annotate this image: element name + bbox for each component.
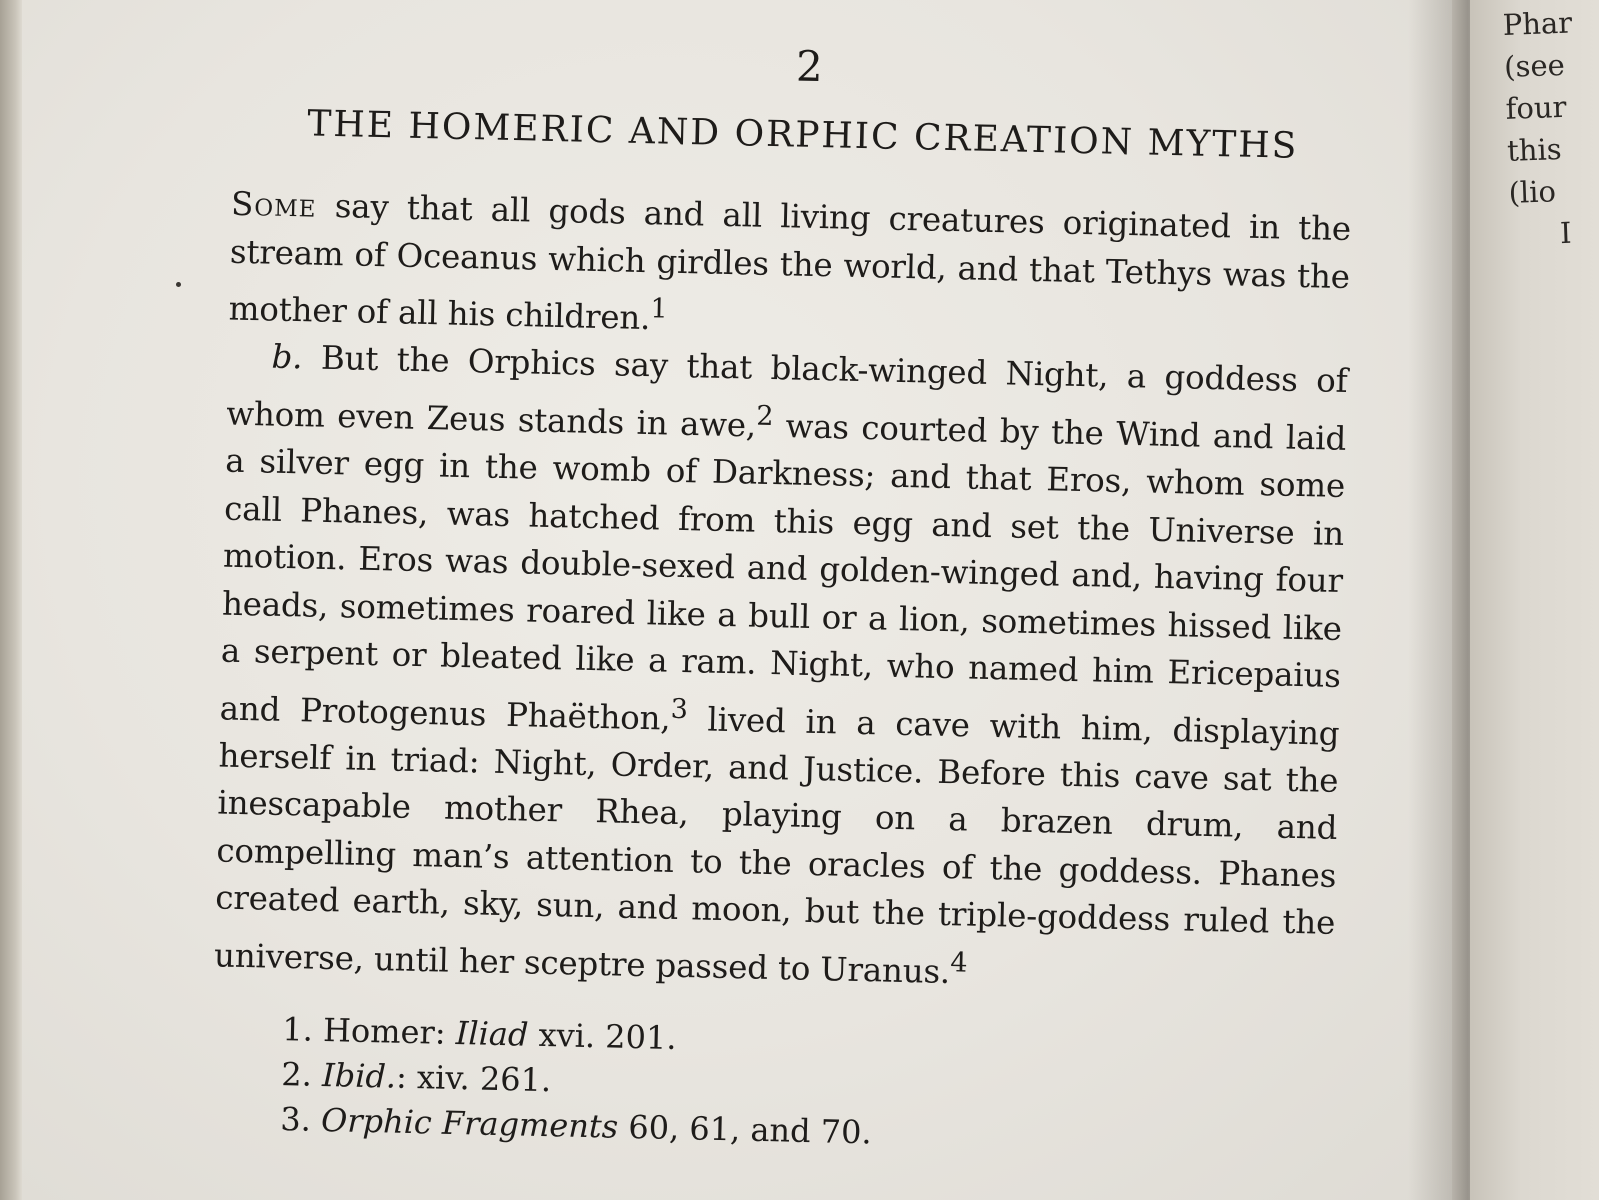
footnote-title: Iliad — [455, 1014, 529, 1054]
paragraph-b-text-2: was courted by the Wind and laid a silver egg in the womb of Darkness; and that Eros, whom some call Phanes, was hatched from this egg and set the Universe in motion. Eros was double-sexed and golden-winged and, having four heads, sometimes roared like a bull or a lion, sometimes hissed like a serpent or bleated like a ram. Night, who named him Ericepaius and Protogenus Phaëthon, — [219, 406, 1347, 738]
paragraph-a-text: say that all gods and all living creatures originated in the stream of Oceanus which girdles the world, and that Tethys was the mother of all his children. — [228, 186, 1352, 338]
paragraph-a — [228, 181, 1351, 359]
facing-page-text — [1502, 0, 1599, 256]
paragraph-lead-word: Some — [230, 184, 318, 225]
footnote-text: 60, 61, and 70. — [617, 1108, 873, 1152]
body-text — [214, 181, 1352, 1006]
chapter-title: THE HOMERIC AND ORPHIC CREATION MYTHS — [306, 103, 1299, 167]
facing-line: Phar — [1502, 5, 1573, 42]
footnote-ref-2: 2 — [755, 400, 774, 432]
footnote-title: Ibid. — [321, 1056, 397, 1096]
page-speck — [176, 282, 181, 287]
page-edge-left — [0, 0, 22, 1200]
footnote-text: xvi. 201. — [528, 1015, 677, 1058]
footnote-number: 3. — [279, 1100, 312, 1140]
footnotes — [280, 1007, 1333, 1166]
footnote-ref-3: 3 — [670, 693, 689, 725]
facing-line: (see — [1503, 47, 1566, 84]
facing-line: (lio — [1508, 174, 1557, 210]
footnote-text: Homer: — [312, 1011, 457, 1053]
footnote-text: : xiv. 261. — [395, 1057, 552, 1100]
paragraph-b-text-1: But the Orphics say that black-winged Night, a goddess of whom even Zeus stands in awe, — [225, 338, 1348, 445]
chapter-number: 2 — [795, 41, 824, 92]
facing-line: four — [1505, 89, 1567, 126]
footnote-title: Orphic Fragments — [320, 1101, 619, 1147]
facing-line: I — [1559, 215, 1573, 251]
paragraph-b — [214, 333, 1348, 1005]
footnote-ref-1: 1 — [650, 293, 668, 325]
footnote-ref-4: 4 — [949, 947, 968, 979]
paragraph-b-text-3: lived in a cave with him, displaying herself in triad: Night, Order, and Justice. Before this cave sat the inescapable mother Rhea, playing on a brazen drum, and compelling man’s attention to the oracles of the goddess. Phanes created earth, sky, sun, and moon, but the triple-goddess ruled the universe, until her sceptre passed to Uranus. — [213, 699, 1340, 992]
footnote-number: 2. — [280, 1055, 313, 1095]
facing-line: this — [1506, 132, 1563, 168]
paragraph-b-label: b. — [271, 337, 303, 377]
footnote-number: 1. — [281, 1010, 314, 1050]
page-content — [170, 27, 1355, 1166]
